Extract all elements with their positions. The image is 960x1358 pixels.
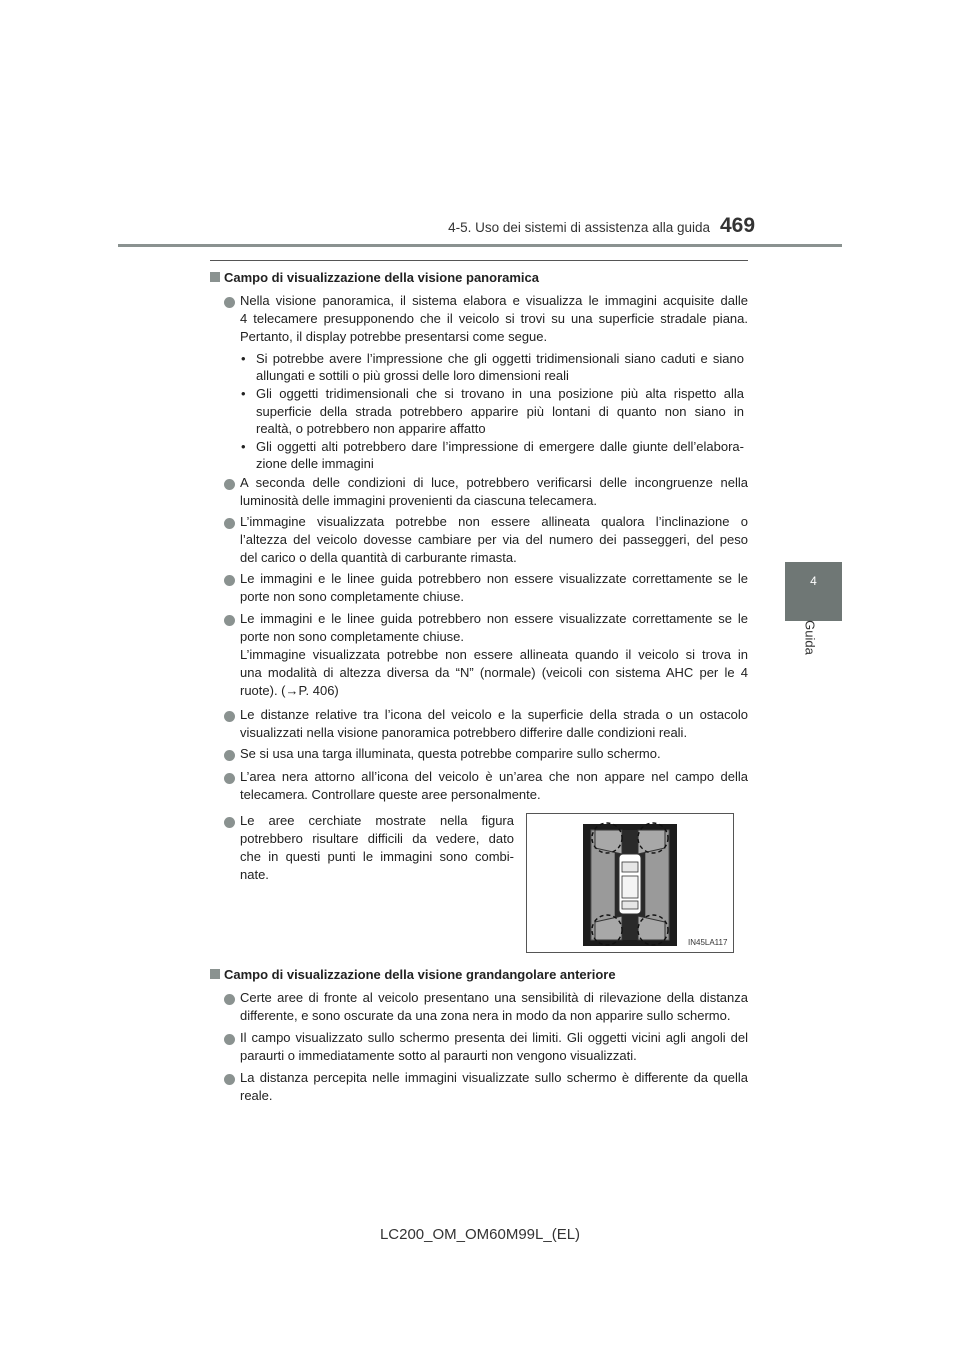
paragraph-line: porte non sono completamente chiuse. <box>240 629 465 644</box>
sub-bullet-line: allungati e sottili o più grossi delle loro dimensioni reali <box>256 368 569 383</box>
paragraph-line: Le distanze relative tra l’icona del veicolo e la superficie della strada o un ostacolo <box>240 707 748 722</box>
panoramic-view-figure <box>526 813 734 953</box>
bullet-dot-icon <box>224 750 235 761</box>
sub-bullet-line: Gli oggetti tridimensionali che si trovano in una posizione più alta rispetto alla <box>256 386 744 401</box>
paragraph-line: Se si usa una targa illuminata, questa potrebbe comparire sullo schermo. <box>240 746 661 761</box>
bullet-dot-icon <box>224 518 235 529</box>
paragraph-line: paraurti o immediatamente sotto al paraurti non vengono visualizzati. <box>240 1048 637 1063</box>
paragraph-line: porte non sono completamente chiuse. <box>240 589 465 604</box>
section-heading-text: Campo di visualizzazione della visione grandangolare anteriore <box>224 967 616 982</box>
figure-code: IN45LA117 <box>688 938 728 947</box>
sub-bullet-marker: • <box>241 439 246 454</box>
footer-code: LC200_OM_OM60M99L_(EL) <box>379 1226 581 1243</box>
bullet-dot-icon <box>224 1074 235 1085</box>
paragraph-line: Certe aree di fronte al veicolo presentano una sensibilità di rilevazione della distanza <box>240 990 748 1005</box>
paragraph-line: ruote). (→P. 406) <box>240 683 339 698</box>
paragraph-line: L’immagine visualizzata potrebbe non essere allineata quando il veicolo si trova in <box>240 647 748 662</box>
paragraph-line: 4 telecamere presupponendo che il veicolo si trovi su una superficie stradale piana. <box>240 311 748 326</box>
paragraph-line: visualizzati nella visione panoramica potrebbero differire dalle condizioni reali. <box>240 725 688 740</box>
header-rule <box>118 244 842 247</box>
paragraph-line: L’area nera attorno all’icona del veicolo è un’area che non appare nel campo della <box>240 769 748 784</box>
bullet-dot-icon <box>224 479 235 490</box>
paragraph-line: differente, e sono oscurate da una zona nera in modo da non apparire sullo schermo. <box>240 1008 731 1023</box>
section-heading <box>210 967 616 982</box>
chapter-label: Guida <box>802 620 818 655</box>
sub-bullet-marker: • <box>241 351 246 366</box>
bullet-dot-icon <box>224 711 235 722</box>
paragraph-line: La distanza percepita nelle immagini visualizzate sullo schermo è differente da quella <box>240 1070 748 1085</box>
bullet-dot-icon <box>224 575 235 586</box>
paragraph-line: L’immagine visualizzata potrebbe non essere allineata qualora l’inclinazione o <box>240 514 748 529</box>
chapter-tab-number: 4 <box>810 574 817 588</box>
paragraph-line: Le aree cerchiate mostrate nella figura <box>240 813 514 828</box>
bullet-dot-icon <box>224 994 235 1005</box>
content-rule <box>210 260 748 261</box>
paragraph-line: del carico o della quantità di carburante rimasta. <box>240 550 517 565</box>
paragraph-line: Le immagini e le linee guida potrebbero non essere visualizzate correttamente se le <box>240 611 748 626</box>
bullet-dot-icon <box>224 773 235 784</box>
paragraph-line: Il campo visualizzato sullo schermo presenta dei limiti. Gli oggetti vicini agli angoli del <box>240 1030 748 1045</box>
camera-blind-spot-diagram <box>527 814 733 952</box>
paragraph-line: che in questi punti le immagini sono combi- <box>240 849 514 864</box>
paragraph-line: nate. <box>240 867 269 882</box>
paragraph-line: l’altezza del veicolo dovesse cambiare per via del numero dei passeggeri, del peso <box>240 532 748 547</box>
sub-bullet-line: Gli oggetti alti potrebbero dare l’impressione di emergere dalle giunte dell’elabora- <box>256 439 744 454</box>
paragraph-line: Le immagini e le linee guida potrebbero non essere visualizzate correttamente se le <box>240 571 748 586</box>
paragraph-line: A seconda delle condizioni di luce, potrebbero verificarsi delle incongruenze nella <box>240 475 748 490</box>
bullet-dot-icon <box>224 1034 235 1045</box>
heading-square-icon <box>210 272 220 282</box>
sub-bullet-line: superficie della strada potrebbero apparire più lontani di quanto non siano in <box>256 404 744 419</box>
sub-bullet-marker: • <box>241 386 246 401</box>
sub-bullet-line: realtà, o potrebbero non apparire affatto <box>256 421 486 436</box>
page-number: 469 <box>720 214 756 237</box>
sub-bullet-line: zione delle immagini <box>256 456 374 471</box>
section-heading-text: Campo di visualizzazione della visione panoramica <box>224 270 539 285</box>
paragraph-line: luminosità delle immagini provenienti da ciascuna telecamera. <box>240 493 597 508</box>
section-heading <box>210 270 539 285</box>
heading-square-icon <box>210 969 220 979</box>
paragraph-line: telecamera. Controllare queste aree personalmente. <box>240 787 541 802</box>
bullet-dot-icon <box>224 615 235 626</box>
bullet-dot-icon <box>224 817 235 828</box>
paragraph-line: una modalità di altezza diversa da “N” (normale) (veicoli con sistema AHC per le 4 <box>240 665 748 680</box>
bullet-dot-icon <box>224 297 235 308</box>
paragraph-line: potrebbero risultare difficili da vedere, dato <box>240 831 514 846</box>
sub-bullet-line: Si potrebbe avere l’impressione che gli oggetti tridimensionali siano caduti e siano <box>256 351 744 366</box>
running-header: 4-5. Uso dei sistemi di assistenza alla guida <box>448 220 710 235</box>
paragraph-line: Pertanto, il display potrebbe presentarsi come segue. <box>240 329 548 344</box>
paragraph-line: reale. <box>240 1088 273 1103</box>
paragraph-line: Nella visione panoramica, il sistema elabora e visualizza le immagini acquisite dalle <box>240 293 748 308</box>
